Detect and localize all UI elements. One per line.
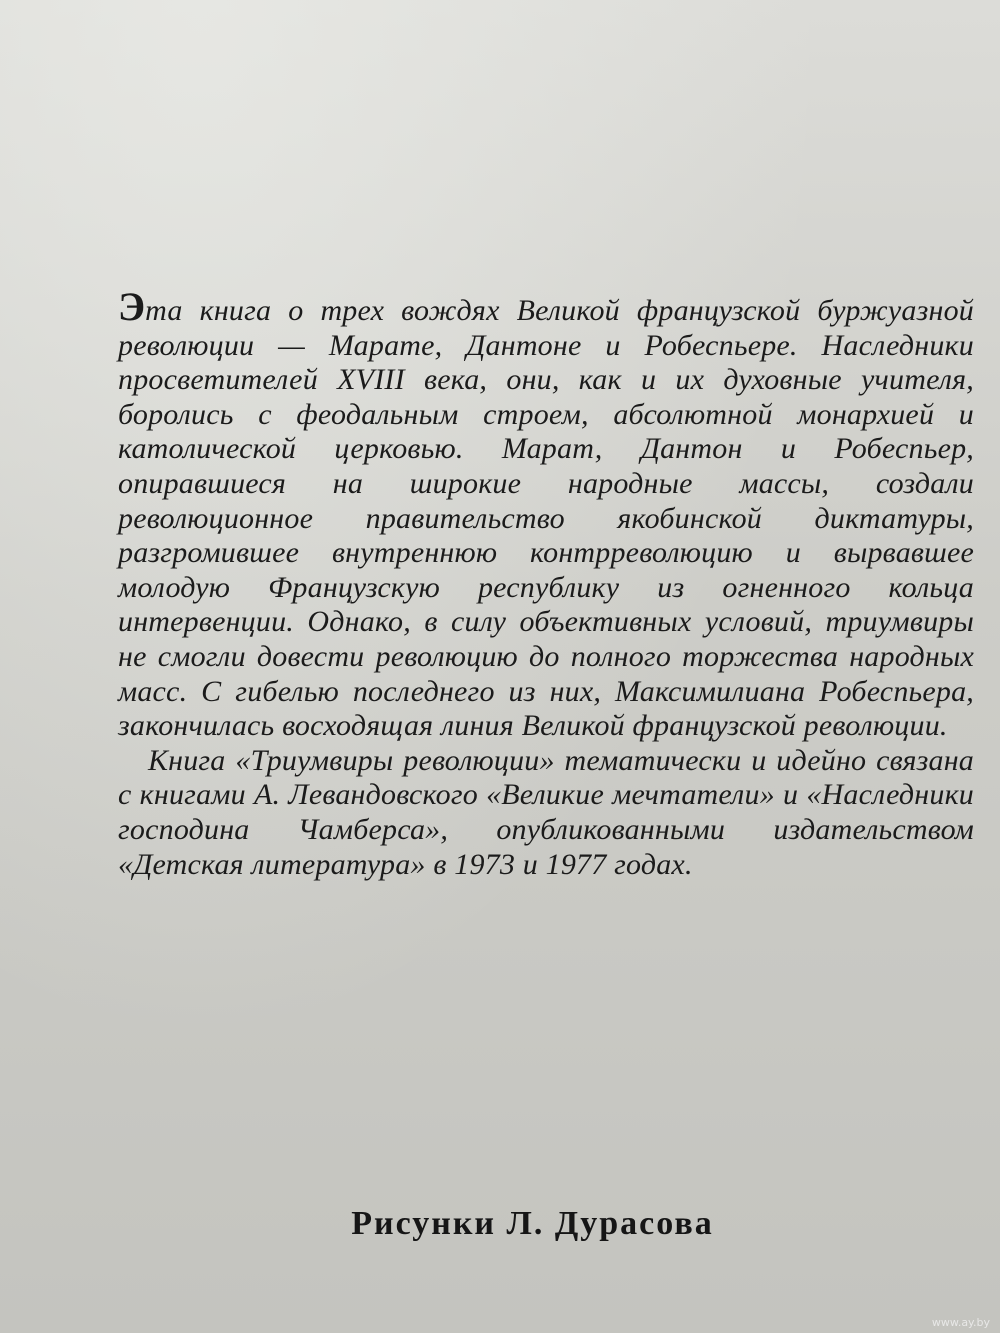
paragraph-1-text: та книга о трех вождях Великой французской буржуазной революции — Марате, Дантоне и Робеспьере. Наследники просветителей XVIII века, они, как и их духовные учителя, боролись с феодальным строем, абсолютной монархией и католической церковью. Марат, Дантон и Робеспьер, опиравшиеся на широкие народные массы, создали революционное правительство якобинской диктатуры, разгромившее внутреннюю контрреволюцию и вырвавшее молодую Французскую республику из огненного кольца интервенции. Однако, в силу объективных условий, триумвиры не смогли довести революцию до полного торжества народных масс. С гибелью последнего из них, Максимилиана Робеспьера, закончилась восходящая линия Великой французской революции.	[118, 294, 974, 743]
annotation-text	[118, 284, 974, 882]
paragraph-2: Книга «Триумвиры революции» тематически и идейно связана с книгами А. Левандовского «Великие мечтатели» и «Наследники господина Чамберса», опубликованными издательством «Детская литература» в 1973 и 1977 годах.	[118, 743, 974, 881]
illustrator-credit: Рисунки Л. Дурасова	[351, 1205, 714, 1242]
site-watermark: www.ay.by	[931, 1316, 990, 1329]
drop-cap: Э	[118, 284, 146, 329]
paragraph-1	[118, 284, 974, 744]
